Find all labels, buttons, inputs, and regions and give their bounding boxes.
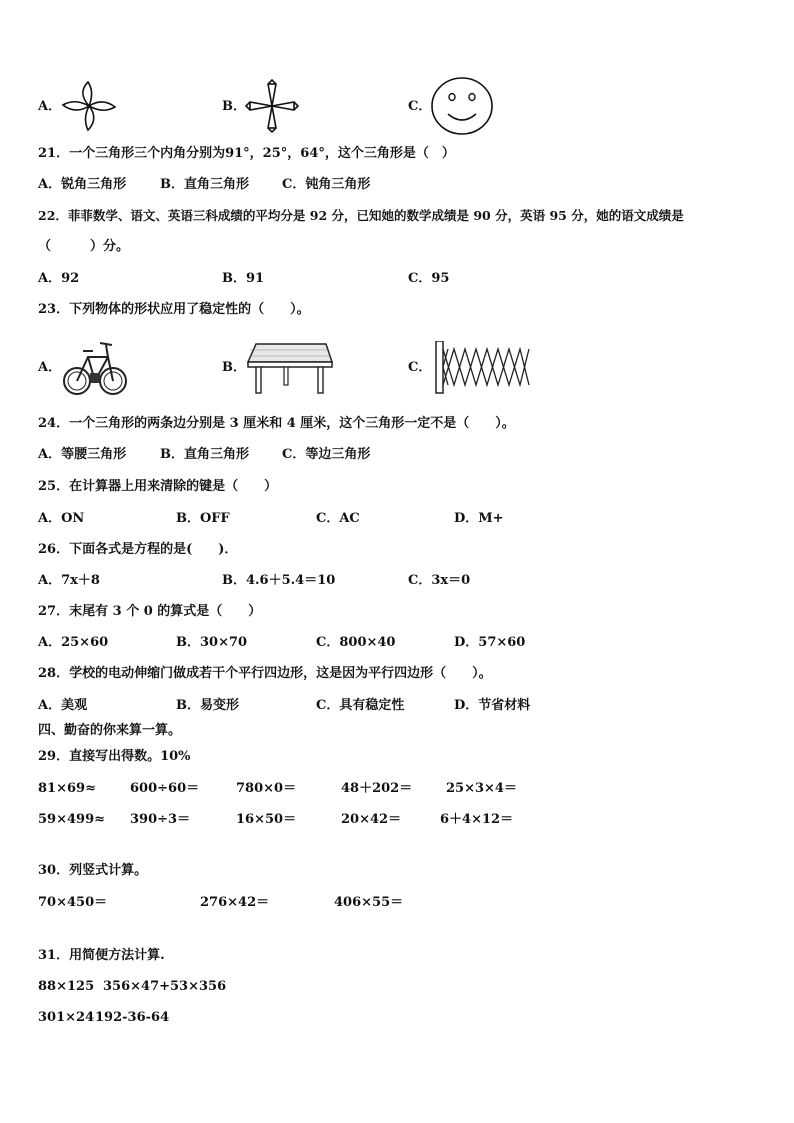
q24-option-a: A．等腰三角形 xyxy=(38,447,127,462)
q21-option-a: A．锐角三角形 xyxy=(38,177,127,192)
table-icon xyxy=(244,340,334,396)
q23-option-a-label: A． xyxy=(38,360,62,375)
q23-text: 23．下列物体的形状应用了稳定性的（ ）。 xyxy=(38,302,310,317)
q31-text: 31．用简便方法计算. xyxy=(38,948,165,963)
q26-option-c: C．3x＝0 xyxy=(408,573,471,588)
q30-item: 276×42＝ xyxy=(200,895,270,910)
q29-text: 29．直接写出得数。10% xyxy=(38,749,191,764)
q22-option-b: B．91 xyxy=(222,271,265,286)
bicycle-icon xyxy=(62,333,128,399)
q27-text: 27．末尾有 3 个 0 的算式是（ ） xyxy=(38,604,262,619)
q21-text: 21．一个三角形三个内角分别为91°，25°，64°，这个三角形是（ ） xyxy=(38,146,455,161)
q26-option-a: A．7x＋8 xyxy=(38,573,100,588)
q23-option-b-label: B． xyxy=(222,360,246,375)
q29-item: 59×499≈ xyxy=(38,812,106,827)
q27-option-d: D．57×60 xyxy=(454,635,526,650)
q30-item: 70×450＝ xyxy=(38,895,108,910)
q22-option-c: C．95 xyxy=(408,271,450,286)
section-heading: 四、勤奋的你来算一算。 xyxy=(38,723,182,738)
q24-text: 24．一个三角形的两条边分别是 3 厘米和 4 厘米，这个三角形一定不是（ ）。 xyxy=(38,416,515,431)
q28-text: 28．学校的电动伸缩门做成若干个平行四边形，这是因为平行四边形（ ）。 xyxy=(38,666,492,681)
q29-item: 6＋4×12＝ xyxy=(440,812,514,827)
cross-arrows-icon xyxy=(244,78,300,134)
q22-text-line1: 22．菲菲数学、语文、英语三科成绩的平均分是 92 分，已知她的数学成绩是 90 分，英语 95 分，她的语文成绩是 xyxy=(38,208,684,223)
q21-option-c: C．钝角三角形 xyxy=(282,177,371,192)
q28-option-d: D．节省材料 xyxy=(454,698,531,713)
smiley-face-icon xyxy=(430,76,494,136)
q24-option-b: B．直角三角形 xyxy=(160,447,249,462)
q25-text: 25．在计算器上用来清除的键是（ ） xyxy=(38,479,278,494)
q29-item: 20×42＝ xyxy=(341,812,402,827)
q28-option-a: A．美观 xyxy=(38,698,88,713)
q21-option-b: B．直角三角形 xyxy=(160,177,249,192)
q25-option-b: B．OFF xyxy=(176,511,230,526)
q26-option-b: B．4.6＋5.4＝10 xyxy=(222,573,336,588)
q25-option-d: D．M+ xyxy=(454,511,504,526)
q27-option-c: C．800×40 xyxy=(316,635,396,650)
q20-option-c-label: C． xyxy=(408,99,432,114)
q22-text-line2: （ ）分。 xyxy=(38,239,130,254)
q30-text: 30．列竖式计算。 xyxy=(38,863,148,878)
folding-gate-icon xyxy=(434,341,532,395)
q22-option-a: A．92 xyxy=(38,271,80,286)
q31-item: 192-36-64 xyxy=(95,1010,170,1025)
q27-option-b: B．30×70 xyxy=(176,635,248,650)
q23-option-c-label: C． xyxy=(408,360,432,375)
q27-option-a: A．25×60 xyxy=(38,635,109,650)
q31-item: 356×47+53×356 xyxy=(103,979,227,994)
q29-item: 780×0＝ xyxy=(236,781,297,796)
q25-option-a: A．ON xyxy=(38,511,85,526)
q29-item: 16×50＝ xyxy=(236,812,297,827)
q31-item: 88×125 xyxy=(38,979,95,994)
q29-item: 25×3×4＝ xyxy=(446,781,517,796)
q25-option-c: C．AC xyxy=(316,511,360,526)
q20-option-b-label: B． xyxy=(222,99,246,114)
q29-item: 48＋202＝ xyxy=(341,781,413,796)
q30-item: 406×55＝ xyxy=(334,895,404,910)
q28-option-c: C．具有稳定性 xyxy=(316,698,405,713)
q20-option-a-label: A． xyxy=(38,99,62,114)
q31-item: 301×24 xyxy=(38,1010,95,1025)
q26-text: 26．下面各式是方程的是( )． xyxy=(38,542,238,557)
q29-item: 81×69≈ xyxy=(38,781,96,796)
q28-option-b: B．易变形 xyxy=(176,698,239,713)
q29-item: 600÷60＝ xyxy=(130,781,200,796)
pinwheel-icon xyxy=(60,80,118,132)
q29-item: 390÷3＝ xyxy=(130,812,191,827)
q24-option-c: C．等边三角形 xyxy=(282,447,371,462)
